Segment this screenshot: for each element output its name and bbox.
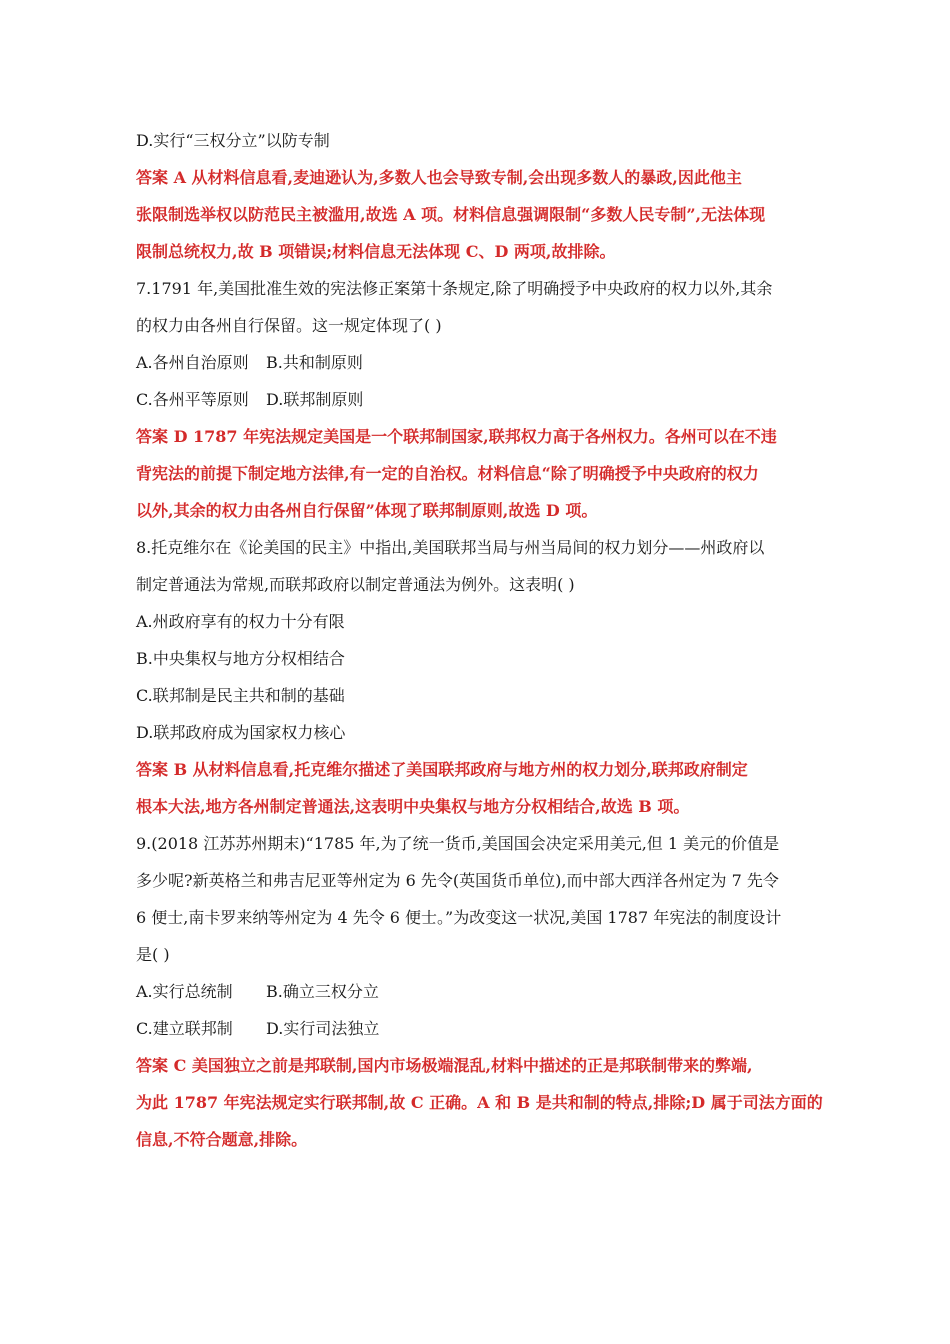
q9-answer-line-1: 答案 C 美国独立之前是邦联制,国内市场极端混乱,材料中描述的正是邦联制带来的弊端, — [136, 1056, 753, 1075]
q9-stem-line-4: 是( ) — [136, 945, 170, 964]
document-page — [136, 122, 823, 1158]
q7-option-c: C.各州平等原则 — [136, 390, 249, 409]
q8-stem-line-2: 制定普通法为常规,而联邦政府以制定普通法为例外。这表明( ) — [136, 575, 575, 594]
q9-stem-line-3: 6 便士,南卡罗来纳等州定为 4 先令 6 便士。”为改变这一状况,美国 1787 年宪法的制度设计 — [136, 908, 782, 927]
q7-option-b: B.共和制原则 — [266, 353, 363, 372]
q9-answer-line-3: 信息,不符合题意,排除。 — [136, 1130, 308, 1149]
q7-options-row-2 — [136, 381, 816, 418]
q6-answer-line-1: 答案 A 从材料信息看,麦迪逊认为,多数人也会导致专制,会出现多数人的暴政,因此他主 — [136, 168, 742, 187]
q7-stem-line-2: 的权力由各州自行保留。这一规定体现了( ) — [136, 316, 442, 335]
q9-option-d: D.实行司法独立 — [266, 1019, 380, 1038]
q8-option-d: D.联邦政府成为国家权力核心 — [136, 723, 346, 742]
q9-options-row-2 — [136, 1010, 816, 1047]
q7-option-a: A.各州自治原则 — [136, 353, 249, 372]
q8-answer-line-2: 根本大法,地方各州制定普通法,这表明中央集权与地方分权相结合,故选 B 项。 — [136, 797, 690, 816]
q9-answer-line-2: 为此 1787 年宪法规定实行联邦制,故 C 正确。A 和 B 是共和制的特点,排除;D 属于司法方面的 — [136, 1093, 823, 1112]
q9-options-row-1 — [136, 973, 816, 1010]
q8-option-c: C.联邦制是民主共和制的基础 — [136, 686, 345, 705]
q6-answer-line-3: 限制总统权力,故 B 项错误;材料信息无法体现 C、D 两项,故排除。 — [136, 242, 616, 261]
q7-options-row-1 — [136, 344, 816, 381]
q9-stem-line-1: 9.(2018 江苏苏州期末)“1785 年,为了统一货币,美国国会决定采用美元,但 1 美元的价值是 — [136, 834, 780, 853]
q9-option-b: B.确立三权分立 — [266, 982, 379, 1001]
q8-option-a: A.州政府享有的权力十分有限 — [136, 612, 345, 631]
q7-stem-line-1: 7.1791 年,美国批准生效的宪法修正案第十条规定,除了明确授予中央政府的权力以外,其余 — [136, 279, 773, 298]
q9-option-a: A.实行总统制 — [136, 982, 233, 1001]
q8-stem-line-1: 8.托克维尔在《论美国的民主》中指出,美国联邦当局与州当局间的权力划分——州政府以 — [136, 538, 765, 557]
q9-option-c: C.建立联邦制 — [136, 1019, 233, 1038]
q7-option-d: D.联邦制原则 — [266, 390, 364, 409]
q7-answer-line-2: 背宪法的前提下制定地方法律,有一定的自治权。材料信息“除了明确授予中央政府的权力 — [136, 464, 759, 483]
q8-option-b: B.中央集权与地方分权相结合 — [136, 649, 345, 668]
q7-answer-line-3: 以外,其余的权力由各州自行保留”体现了联邦制原则,故选 D 项。 — [136, 501, 598, 520]
q8-answer-line-1: 答案 B 从材料信息看,托克维尔描述了美国联邦政府与地方州的权力划分,联邦政府制定 — [136, 760, 748, 779]
q7-answer-line-1: 答案 D 1787 年宪法规定美国是一个联邦制国家,联邦权力高于各州权力。各州可以在不违 — [136, 427, 777, 446]
q9-stem-line-2: 多少呢?新英格兰和弗吉尼亚等州定为 6 先令(英国货币单位),而中部大西洋各州定为 7 先令 — [136, 871, 779, 890]
q6-option-d: D.实行“三权分立”以防专制 — [136, 131, 330, 150]
q6-answer-line-2: 张限制选举权以防范民主被滥用,故选 A 项。材料信息强调限制“多数人民专制”,无法体现 — [136, 205, 766, 224]
